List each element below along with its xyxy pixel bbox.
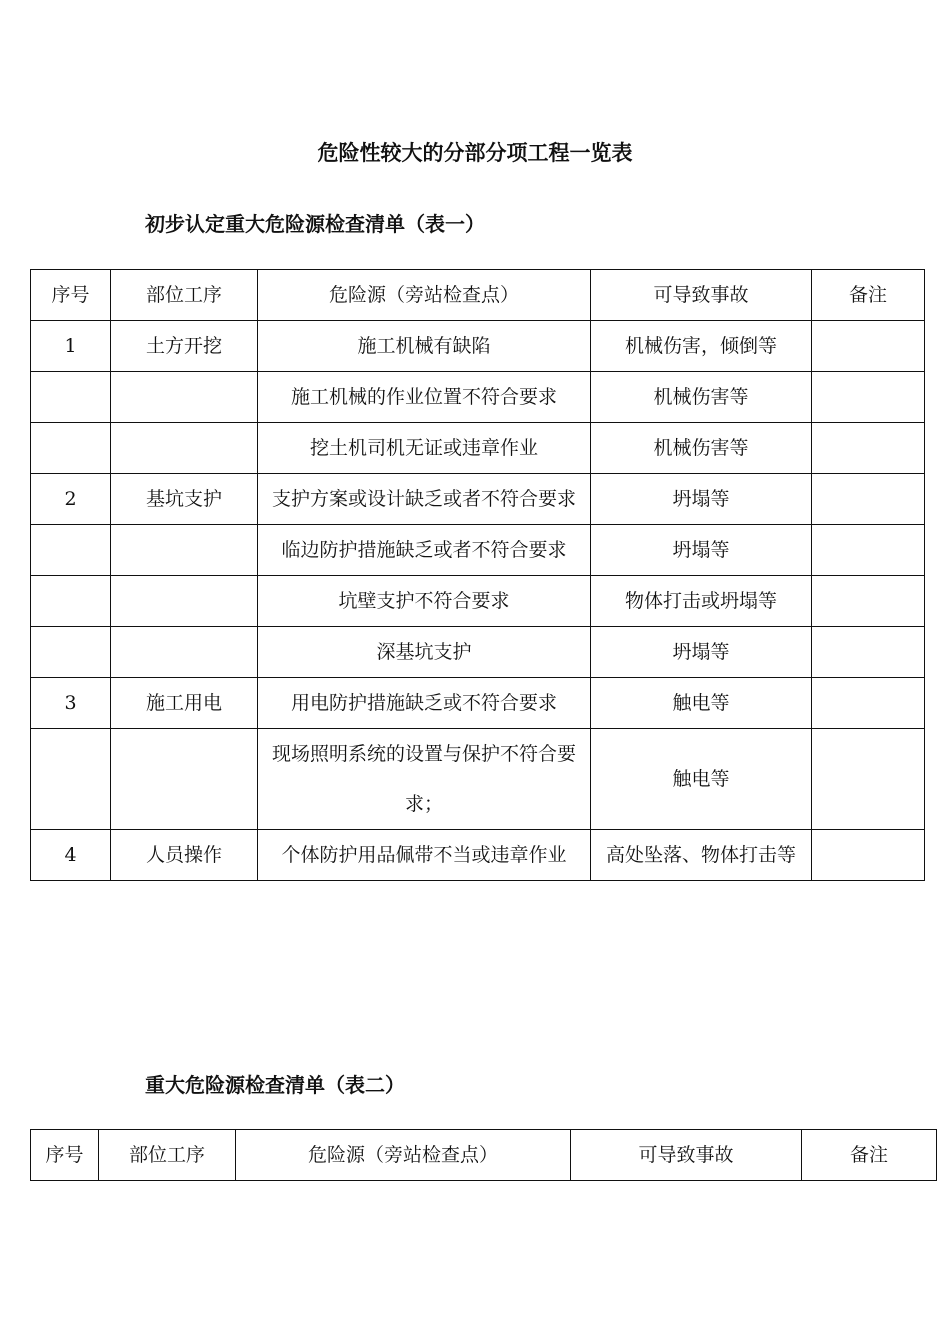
row-process	[111, 372, 258, 423]
table-row	[31, 423, 925, 474]
row-hazard: 施工机械的作业位置不符合要求	[258, 372, 591, 423]
row-process	[111, 729, 258, 830]
header-cell: 部位工序	[111, 270, 258, 321]
row-process	[111, 423, 258, 474]
header-cell: 可导致事故	[591, 270, 812, 321]
table-row	[31, 830, 925, 881]
row-accident: 机械伤害等	[591, 423, 812, 474]
table-row	[31, 627, 925, 678]
row-hazard: 用电防护措施缺乏或不符合要求	[258, 678, 591, 729]
header-cell: 部位工序	[99, 1130, 236, 1181]
row-accident: 高处坠落、物体打击等	[591, 830, 812, 881]
row-hazard: 现场照明系统的设置与保护不符合要求；	[258, 729, 591, 830]
header-cell: 危险源（旁站检查点）	[258, 270, 591, 321]
table-row	[31, 372, 925, 423]
header-cell: 序号	[31, 270, 111, 321]
row-accident: 物体打击或坍塌等	[591, 576, 812, 627]
row-note	[812, 372, 925, 423]
header-cell: 可导致事故	[571, 1130, 802, 1181]
row-hazard: 临边防护措施缺乏或者不符合要求	[258, 525, 591, 576]
table-row	[31, 474, 925, 525]
row-accident: 机械伤害，倾倒等	[591, 321, 812, 372]
row-hazard: 个体防护用品佩带不当或违章作业	[258, 830, 591, 881]
row-hazard: 坑壁支护不符合要求	[258, 576, 591, 627]
row-number: 4	[31, 830, 111, 881]
table2-caption: 重大危险源检查清单（表二）	[145, 1073, 405, 1097]
row-accident: 坍塌等	[591, 525, 812, 576]
row-number: 1	[31, 321, 111, 372]
row-note	[812, 474, 925, 525]
row-number: 3	[31, 678, 111, 729]
row-note	[812, 830, 925, 881]
row-note	[812, 423, 925, 474]
row-number	[31, 423, 111, 474]
row-process: 人员操作	[111, 830, 258, 881]
row-accident: 触电等	[591, 678, 812, 729]
row-process: 基坑支护	[111, 474, 258, 525]
row-number	[31, 729, 111, 830]
row-number	[31, 627, 111, 678]
row-hazard: 深基坑支护	[258, 627, 591, 678]
table-header-row	[31, 270, 925, 321]
row-note	[812, 627, 925, 678]
hazard-table-1	[30, 269, 925, 881]
table-row	[31, 321, 925, 372]
row-hazard: 挖土机司机无证或违章作业	[258, 423, 591, 474]
row-accident: 坍塌等	[591, 474, 812, 525]
header-cell: 危险源（旁站检查点）	[236, 1130, 571, 1181]
row-note	[812, 729, 925, 830]
row-number	[31, 576, 111, 627]
header-cell: 备注	[802, 1130, 937, 1181]
row-number: 2	[31, 474, 111, 525]
row-accident: 坍塌等	[591, 627, 812, 678]
row-accident: 触电等	[591, 729, 812, 830]
table-header-row	[31, 1130, 937, 1181]
table-row	[31, 729, 925, 830]
row-number	[31, 372, 111, 423]
row-note	[812, 576, 925, 627]
table-row	[31, 576, 925, 627]
row-process	[111, 627, 258, 678]
table-row	[31, 678, 925, 729]
row-hazard: 支护方案或设计缺乏或者不符合要求	[258, 474, 591, 525]
table1-caption: 初步认定重大危险源检查清单（表一）	[145, 212, 485, 236]
row-note	[812, 525, 925, 576]
header-cell: 备注	[812, 270, 925, 321]
row-process: 施工用电	[111, 678, 258, 729]
row-process: 土方开挖	[111, 321, 258, 372]
row-accident: 机械伤害等	[591, 372, 812, 423]
page-title: 危险性较大的分部分项工程一览表	[317, 141, 633, 165]
row-process	[111, 576, 258, 627]
row-process	[111, 525, 258, 576]
header-cell: 序号	[31, 1130, 99, 1181]
row-note	[812, 321, 925, 372]
row-hazard: 施工机械有缺陷	[258, 321, 591, 372]
table-row	[31, 525, 925, 576]
row-note	[812, 678, 925, 729]
row-number	[31, 525, 111, 576]
hazard-table-2	[30, 1129, 937, 1181]
